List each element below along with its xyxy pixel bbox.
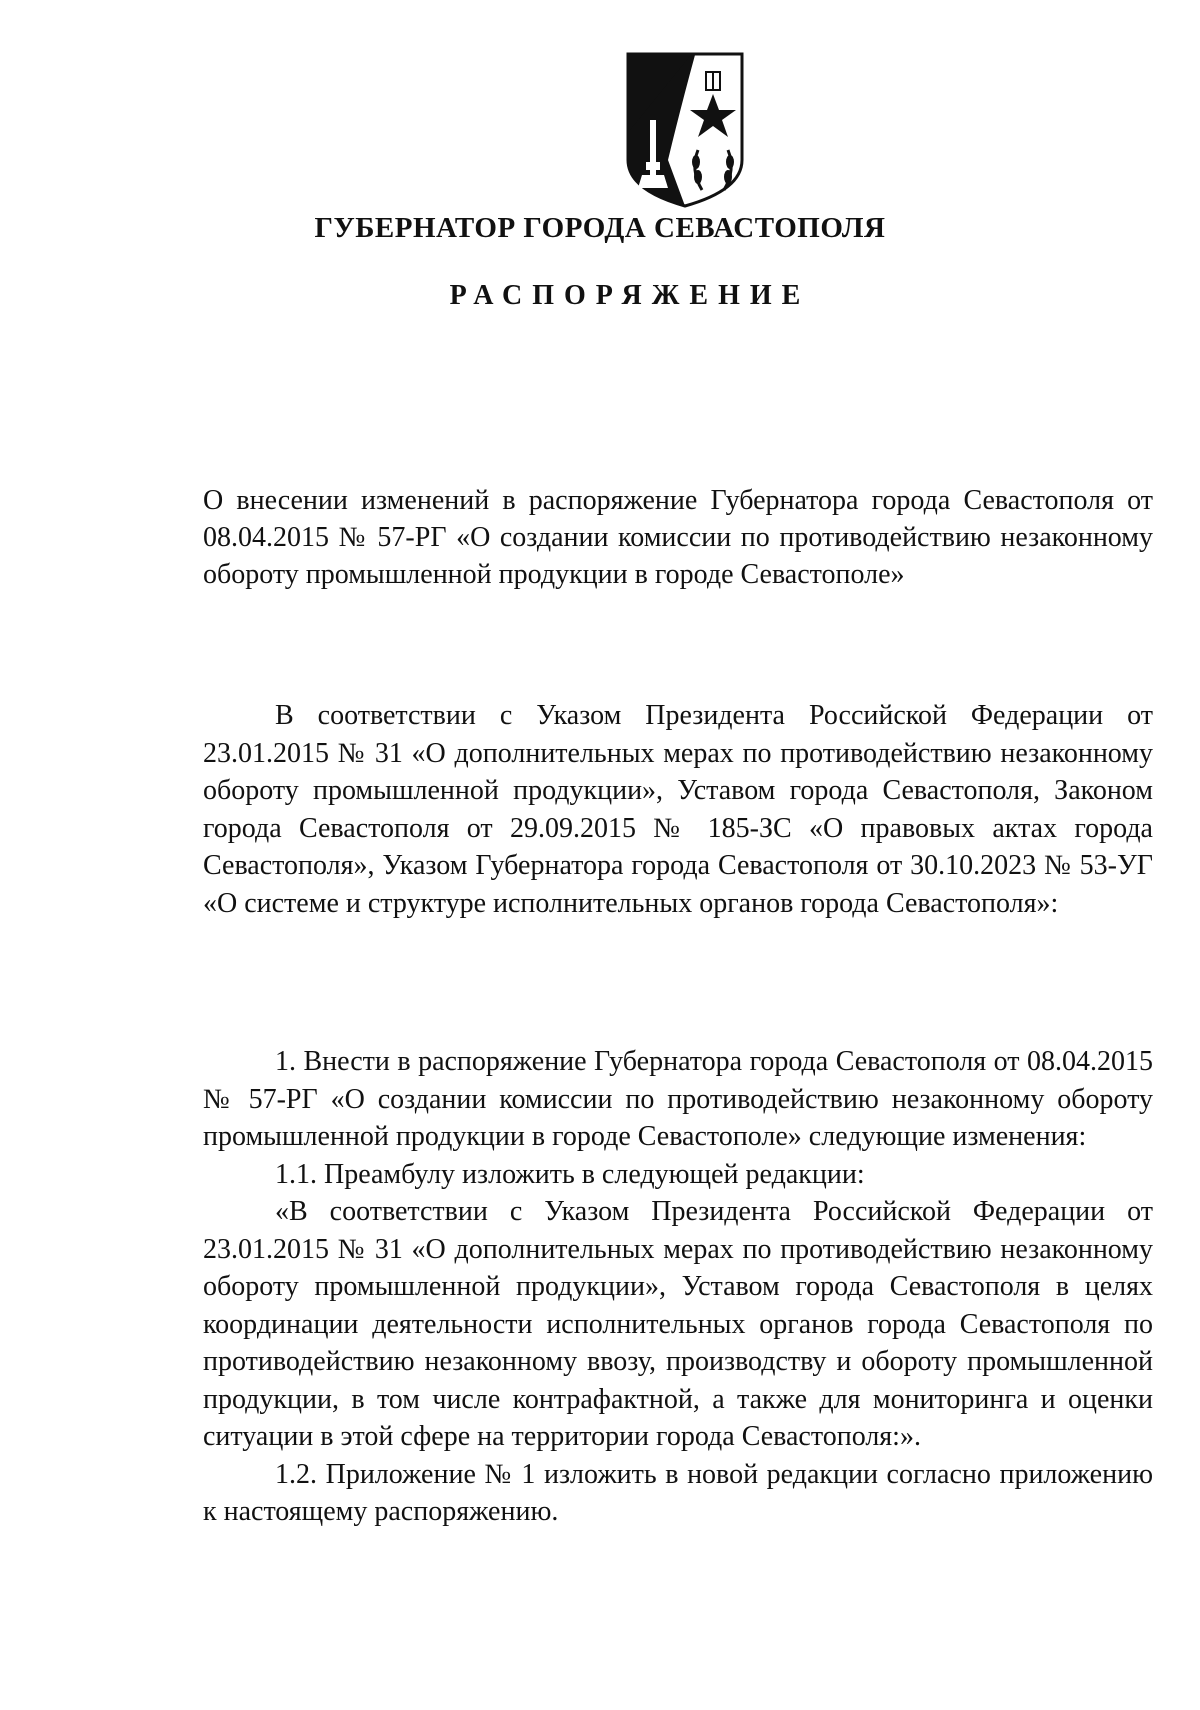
points-section bbox=[203, 1043, 1153, 1531]
point-1-2: 1.2. Приложение № 1 изложить в новой редакции согласно приложению к настоящему распоряжению. bbox=[203, 1458, 1153, 1527]
document-type: РАСПОРЯЖЕНИЕ bbox=[449, 280, 811, 311]
sevastopol-coat-of-arms-icon bbox=[620, 50, 750, 210]
document-title-text: О внесении изменений в распоряжение Губернатора города Севастополя от 08.04.2015 № 57-РГ «О создании комиссии по противодействию незаконному обороту промышленной продукции в городе Севастополе» bbox=[203, 485, 1153, 590]
point-1-1: 1.1. Преамбулу изложить в следующей редакции: bbox=[275, 1158, 865, 1190]
document-title bbox=[203, 482, 1153, 593]
preamble-paragraph: В соответствии с Указом Президента Российской Федерации от 23.01.2015 № 31 «О дополнительных мерах по противодействию незаконному обороту промышленной продукции», Уставом города Севастополя, Законом города Севастополя от 29.09.2015 № 185-ЗС «О правовых актах города Севастополя», Указом Губернатора города Севастополя от 30.10.2023 № 53-УГ «О системе и структуре исполнительных органов города Севастополя»: bbox=[203, 700, 1153, 919]
issuing-authority: ГУБЕРНАТОР ГОРОДА СЕВАСТОПОЛЯ bbox=[314, 212, 886, 244]
point-1-1-text: «В соответствии с Указом Президента Российской Федерации от 23.01.2015 № 31 «О дополнительных мерах по противодействию незаконному обороту промышленной продукции», Уставом города Севастополя в целях координации деятельности исполнительных органов города Севастополя по противодействию незаконному ввозу, производству и обороту промышленной продукции, в том числе контрафактной, а также для мониторинга и оценки ситуации в этой сфере на территории города Севастополя:». bbox=[203, 1196, 1153, 1452]
point-1: 1. Внести в распоряжение Губернатора города Севастополя от 08.04.2015 № 57-РГ «О создании комиссии по противодействию незаконному обороту промышленной продукции в городе Севастополе» следующие изменения: bbox=[203, 1046, 1153, 1152]
preamble-section bbox=[203, 697, 1153, 922]
